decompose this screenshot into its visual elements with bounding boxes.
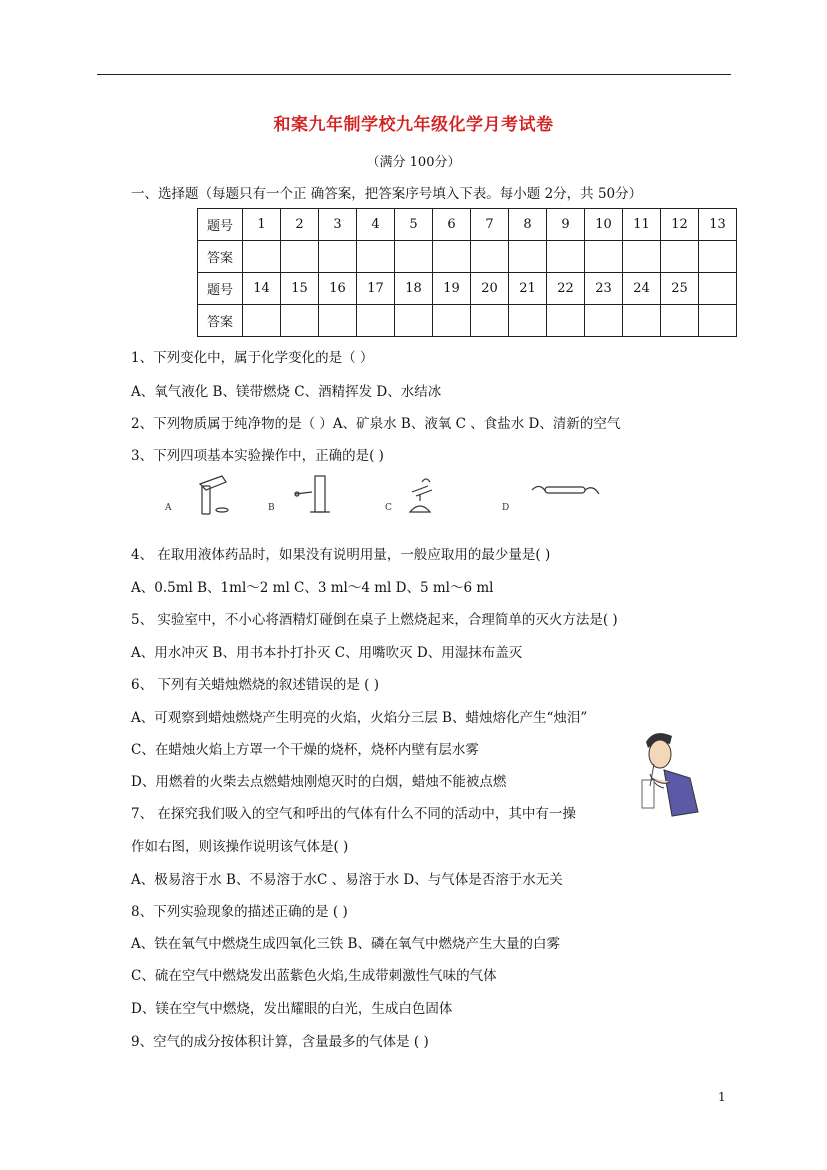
answer-cell[interactable] bbox=[357, 241, 395, 273]
apparatus-label-a: A bbox=[165, 503, 172, 513]
answer-cell[interactable] bbox=[623, 305, 661, 337]
question-text: 2、下列物质属于纯净物的是（ ）A、矿泉水 B、液氧 C 、食盐水 D、清新的空气 bbox=[131, 416, 621, 432]
header-rule bbox=[97, 74, 731, 75]
table-cell: 14 bbox=[243, 273, 281, 305]
apparatus-label-c: C bbox=[385, 503, 392, 513]
answer-cell[interactable] bbox=[661, 305, 699, 337]
answer-cell[interactable] bbox=[433, 241, 471, 273]
table-cell: 11 bbox=[623, 209, 661, 241]
table-cell bbox=[699, 273, 737, 305]
answer-cell[interactable] bbox=[547, 305, 585, 337]
table-cell: 1 bbox=[243, 209, 281, 241]
table-row bbox=[198, 305, 737, 337]
answer-cell[interactable] bbox=[699, 241, 737, 273]
table-cell: 3 bbox=[319, 209, 357, 241]
question-options: C、硫在空气中燃烧发出蓝紫色火焰,生成带刺激性气味的气体 bbox=[131, 968, 497, 984]
table-cell: 2 bbox=[281, 209, 319, 241]
page-title: 和案九年制学校九年级化学月考试卷 bbox=[273, 115, 554, 135]
page-subtitle: （满分 100分） bbox=[366, 155, 461, 170]
table-cell: 15 bbox=[281, 273, 319, 305]
answer-cell[interactable] bbox=[281, 241, 319, 273]
table-cell: 5 bbox=[395, 209, 433, 241]
question-text: 6、 下列有关蜡烛燃烧的叙述错误的是 ( ) bbox=[131, 677, 379, 693]
question-options: A、可观察到蜡烛燃烧产生明亮的火焰，火焰分三层 B、蜡烛熔化产生“烛泪” bbox=[131, 710, 588, 726]
question-options: A、用水冲灭 B、用书本扑打扑灭 C、用嘴吹灭 D、用湿抹布盖灭 bbox=[131, 645, 523, 661]
answer-cell[interactable] bbox=[281, 305, 319, 337]
table-cell: 12 bbox=[661, 209, 699, 241]
question-options: A、极易溶于水 B、不易溶于水C 、易溶于水 D、与气体是否溶于水无关 bbox=[131, 872, 563, 888]
table-header-cell: 答案 bbox=[198, 241, 243, 273]
answer-cell[interactable] bbox=[395, 241, 433, 273]
answer-cell[interactable] bbox=[433, 305, 471, 337]
answer-cell[interactable] bbox=[509, 241, 547, 273]
answer-cell[interactable] bbox=[547, 241, 585, 273]
answer-cell[interactable] bbox=[585, 241, 623, 273]
question-text: 7、 在探究我们吸入的空气和呼出的气体有什么不同的活动中，其中有一操 bbox=[131, 806, 576, 822]
question-options: A、铁在氧气中燃烧生成四氧化三铁 B、磷在氧气中燃烧产生大量的白雾 bbox=[131, 936, 560, 952]
table-cell: 23 bbox=[585, 273, 623, 305]
alcohol-lamp-icon bbox=[410, 479, 432, 512]
table-row bbox=[198, 241, 737, 273]
table-cell: 17 bbox=[357, 273, 395, 305]
table-cell: 19 bbox=[433, 273, 471, 305]
table-row bbox=[198, 209, 737, 241]
answer-cell[interactable] bbox=[243, 305, 281, 337]
answer-cell[interactable] bbox=[585, 305, 623, 337]
table-cell: 4 bbox=[357, 209, 395, 241]
table-cell: 10 bbox=[585, 209, 623, 241]
question-text: 3、下列四项基本实验操作中，正确的是( ) bbox=[131, 448, 384, 464]
page-number: 1 bbox=[718, 1090, 726, 1104]
lab-apparatus-illustration bbox=[160, 470, 610, 520]
answer-cell[interactable] bbox=[243, 241, 281, 273]
table-cell: 13 bbox=[699, 209, 737, 241]
question-text: 4、 在取用液体药品时，如果没有说明用量，一般应取用的最少量是( ) bbox=[131, 547, 551, 563]
answer-table bbox=[197, 208, 737, 337]
answer-cell[interactable] bbox=[319, 241, 357, 273]
answer-cell[interactable] bbox=[471, 241, 509, 273]
table-cell: 18 bbox=[395, 273, 433, 305]
answer-cell[interactable] bbox=[509, 305, 547, 337]
graduated-cylinder-icon bbox=[295, 476, 330, 512]
table-cell: 21 bbox=[509, 273, 547, 305]
question-options: D、镁在空气中燃烧，发出耀眼的白光，生成白色固体 bbox=[131, 1001, 453, 1017]
answer-cell[interactable] bbox=[661, 241, 699, 273]
table-cell: 6 bbox=[433, 209, 471, 241]
person-blowing-into-tube-illustration bbox=[628, 730, 708, 818]
answer-cell[interactable] bbox=[319, 305, 357, 337]
apparatus-label-b: B bbox=[268, 503, 275, 513]
question-text: 作如右图，则该操作说明该气体是( ) bbox=[131, 839, 349, 855]
table-row bbox=[198, 273, 737, 305]
table-cell: 7 bbox=[471, 209, 509, 241]
table-cell: 8 bbox=[509, 209, 547, 241]
answer-cell[interactable] bbox=[357, 305, 395, 337]
question-text: 1、下列变化中，属于化学变化的是（ ） bbox=[131, 350, 374, 366]
table-cell: 16 bbox=[319, 273, 357, 305]
question-options: A、氧气液化 B、镁带燃烧 C、酒精挥发 D、水结冰 bbox=[131, 384, 442, 400]
question-text: 5、 实验室中，不小心将酒精灯碰倒在桌子上燃烧起来，合理简单的灭火方法是( ) bbox=[131, 612, 618, 628]
section-heading: 一、选择题（每题只有一个正 确答案，把答案序号填入下表。每小题 2分，共 50分） bbox=[131, 186, 643, 202]
pouring-liquid-icon bbox=[200, 476, 228, 514]
table-cell: 22 bbox=[547, 273, 585, 305]
question-text: 9、空气的成分按体积计算，含量最多的气体是 ( ) bbox=[131, 1034, 429, 1050]
table-cell: 25 bbox=[661, 273, 699, 305]
table-cell: 9 bbox=[547, 209, 585, 241]
table-header-cell: 题号 bbox=[198, 273, 243, 305]
question-options: D、用燃着的火柴去点燃蜡烛刚熄灭时的白烟，蜡烛不能被点燃 bbox=[131, 774, 507, 790]
answer-cell[interactable] bbox=[395, 305, 433, 337]
table-cell: 20 bbox=[471, 273, 509, 305]
answer-cell[interactable] bbox=[471, 305, 509, 337]
answer-cell[interactable] bbox=[623, 241, 661, 273]
answer-cell[interactable] bbox=[699, 305, 737, 337]
table-cell: 24 bbox=[623, 273, 661, 305]
apparatus-label-d: D bbox=[502, 503, 510, 513]
table-header-cell: 答案 bbox=[198, 305, 243, 337]
question-options: C、在蜡烛火焰上方罩一个干燥的烧杯，烧杯内壁有层水雾 bbox=[131, 742, 479, 758]
test-tube-heating-icon bbox=[532, 486, 599, 494]
table-header-cell: 题号 bbox=[198, 209, 243, 241]
question-text: 8、下列实验现象的描述正确的是 ( ) bbox=[131, 904, 348, 920]
question-options: A、0.5ml B、1ml～2 ml C、3 ml～4 ml D、5 ml～6 ml bbox=[131, 580, 494, 596]
